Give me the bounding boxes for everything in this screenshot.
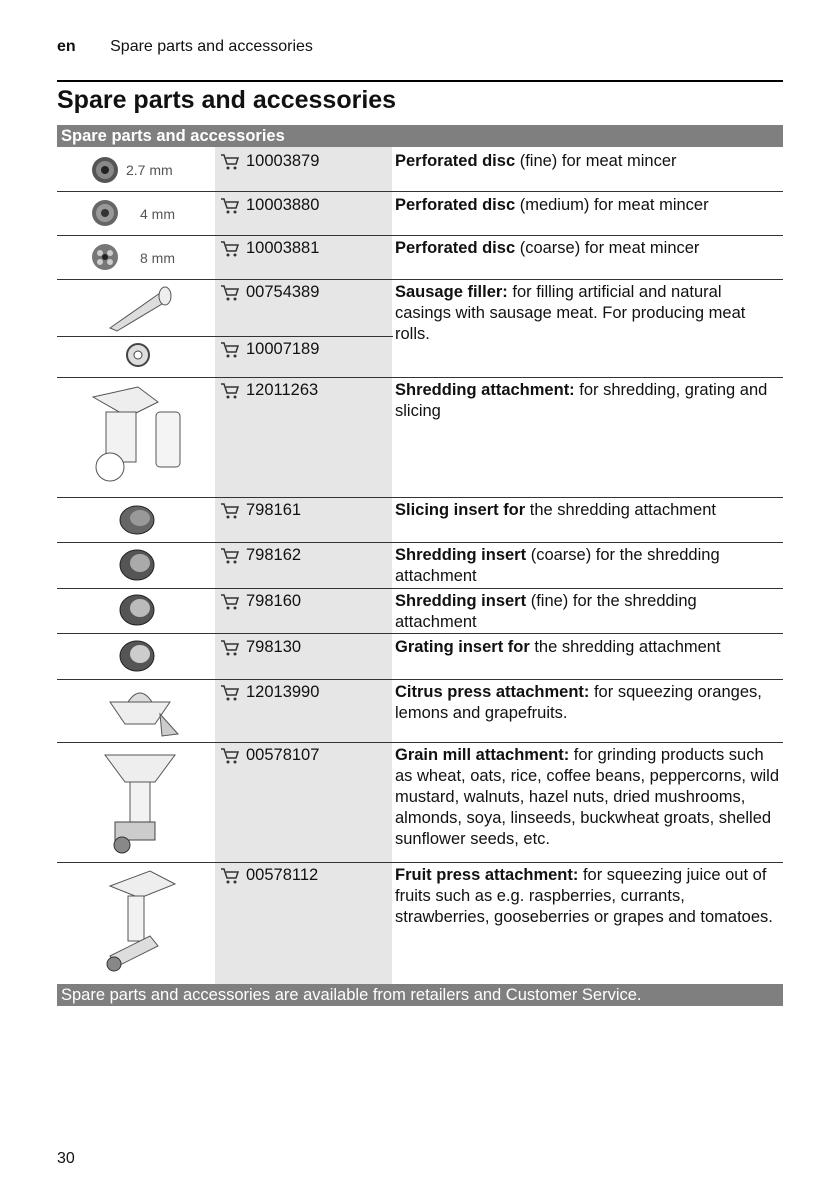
- part-number-value: 10003881: [246, 239, 320, 257]
- part-text: for squeezing oranges, lemons and grapefruits.: [395, 683, 762, 722]
- shopping-cart-icon: [220, 867, 240, 885]
- part-name: Shredding insert: [395, 592, 527, 610]
- citrus-press-image: [100, 684, 180, 740]
- disc-size-label: 2.7 mm: [126, 162, 173, 178]
- part-number-value: 10003879: [246, 152, 320, 170]
- part-number: [220, 152, 319, 171]
- shopping-cart-icon: [220, 284, 240, 302]
- row-divider: [57, 633, 783, 634]
- availability-note: Spare parts and accessories are available from retailers and Customer Service.: [57, 984, 783, 1006]
- table-heading: Spare parts and accessories: [57, 125, 783, 147]
- part-name: Perforated disc: [395, 239, 516, 257]
- part-description: [395, 545, 780, 587]
- shopping-cart-icon: [220, 382, 240, 400]
- shopping-cart-icon: [220, 341, 240, 359]
- perforated-disc-coarse-image: [90, 242, 120, 272]
- part-description: [395, 282, 780, 345]
- perforated-disc-medium-image: [90, 198, 120, 228]
- part-number: [220, 196, 319, 215]
- part-description: [395, 745, 780, 850]
- part-description: [395, 195, 780, 216]
- row-divider: [57, 377, 783, 378]
- part-description: [395, 591, 780, 633]
- part-description: [395, 500, 780, 521]
- shopping-cart-icon: [220, 747, 240, 765]
- part-text: the shredding attachment: [525, 501, 716, 519]
- part-text: (fine) for meat mincer: [515, 152, 677, 170]
- part-text: (coarse) for the shredding attachment: [395, 546, 720, 585]
- part-number-value: 00754389: [246, 283, 320, 301]
- part-name: Grain mill attachment:: [395, 746, 570, 764]
- part-description: [395, 637, 780, 658]
- part-text: for shredding, grating and slicing: [395, 381, 768, 420]
- disc-size-label: 4 mm: [140, 206, 175, 222]
- shopping-cart-icon: [220, 639, 240, 657]
- part-text: (medium) for meat mincer: [515, 196, 709, 214]
- part-number-value: 12013990: [246, 683, 320, 701]
- perforated-disc-fine-image: [90, 155, 120, 185]
- part-text: for filling artificial and natural casings with sausage meat. For producing meat rolls.: [395, 283, 746, 343]
- part-name: Fruit press attachment:: [395, 866, 579, 884]
- part-number: [220, 501, 301, 520]
- part-number-value: 798162: [246, 546, 302, 564]
- part-number-value: 00578112: [246, 866, 319, 884]
- part-number-column: [215, 147, 392, 984]
- part-name: Sausage filler:: [395, 283, 508, 301]
- row-divider: [57, 679, 783, 680]
- part-number: [220, 239, 319, 258]
- part-number: [220, 283, 319, 302]
- part-description: [395, 151, 780, 172]
- shredding-insert-fine-image: [118, 592, 156, 628]
- shopping-cart-icon: [220, 547, 240, 565]
- part-description: [395, 238, 780, 259]
- grain-mill-image: [100, 747, 180, 857]
- part-text: (fine) for the shredding attachment: [395, 592, 697, 631]
- row-divider: [57, 862, 783, 863]
- part-number-value: 798160: [246, 592, 302, 610]
- part-number: [220, 546, 301, 565]
- part-number-value: 00578107: [246, 746, 320, 764]
- row-divider: [57, 279, 783, 280]
- shopping-cart-icon: [220, 153, 240, 171]
- row-divider: [57, 542, 783, 543]
- part-number: [220, 340, 319, 359]
- page-number: 30: [57, 1150, 75, 1167]
- part-number: [220, 866, 318, 885]
- part-description: [395, 682, 780, 724]
- page-title: Spare parts and accessories: [57, 86, 397, 114]
- part-number: [220, 683, 319, 702]
- part-number-value: 798161: [246, 501, 302, 519]
- part-number: [220, 638, 301, 657]
- row-divider: [57, 742, 783, 743]
- part-number: [220, 381, 318, 400]
- row-divider: [57, 235, 783, 236]
- sausage-filler-ring-image: [125, 342, 151, 368]
- row-divider: [57, 191, 783, 192]
- grating-insert-image: [118, 638, 156, 674]
- slicing-insert-image: [118, 503, 156, 537]
- running-header: [57, 38, 313, 56]
- shopping-cart-icon: [220, 502, 240, 520]
- part-name: Shredding attachment:: [395, 381, 575, 399]
- part-number-value: 10003880: [246, 196, 320, 214]
- sausage-filler-image: [105, 283, 175, 333]
- part-name: Grating insert for: [395, 638, 530, 656]
- part-description: [395, 380, 780, 422]
- part-number-value: 798130: [246, 638, 302, 656]
- row-divider: [57, 336, 393, 337]
- shopping-cart-icon: [220, 197, 240, 215]
- part-name: Perforated disc: [395, 196, 516, 214]
- part-number-value: 12011263: [246, 381, 319, 399]
- part-name: Citrus press attachment:: [395, 683, 590, 701]
- part-text: for squeezing juice out of fruits such as e.g. raspberries, currants, strawberries, gooseberries or grapes and tomatoes.: [395, 866, 773, 926]
- header-rule: [57, 80, 783, 82]
- part-text: the shredding attachment: [529, 638, 721, 656]
- part-number: [220, 592, 301, 611]
- language-code: en: [57, 38, 76, 55]
- fruit-press-image: [100, 866, 180, 978]
- row-divider: [57, 497, 783, 498]
- part-text: for grinding products such as wheat, oats, rice, coffee beans, peppercorns, wild mustard, walnuts, hazel nuts, dried mushrooms, almonds, soya, linseeds, buckwheat groats, shelled sunflower seeds, etc.: [395, 746, 779, 848]
- shopping-cart-icon: [220, 240, 240, 258]
- shopping-cart-icon: [220, 684, 240, 702]
- part-description: [395, 865, 780, 928]
- part-name: Perforated disc: [395, 152, 516, 170]
- part-name: Shredding insert: [395, 546, 527, 564]
- row-divider: [57, 588, 783, 589]
- shredding-attachment-image: [88, 382, 198, 494]
- part-number-value: 10007189: [246, 340, 320, 358]
- shredding-insert-coarse-image: [118, 547, 156, 583]
- shopping-cart-icon: [220, 593, 240, 611]
- part-number: [220, 746, 319, 765]
- header-section: Spare parts and accessories: [110, 38, 313, 55]
- part-name: Slicing insert for: [395, 501, 526, 519]
- part-text: (coarse) for meat mincer: [515, 239, 700, 257]
- disc-size-label: 8 mm: [140, 250, 175, 266]
